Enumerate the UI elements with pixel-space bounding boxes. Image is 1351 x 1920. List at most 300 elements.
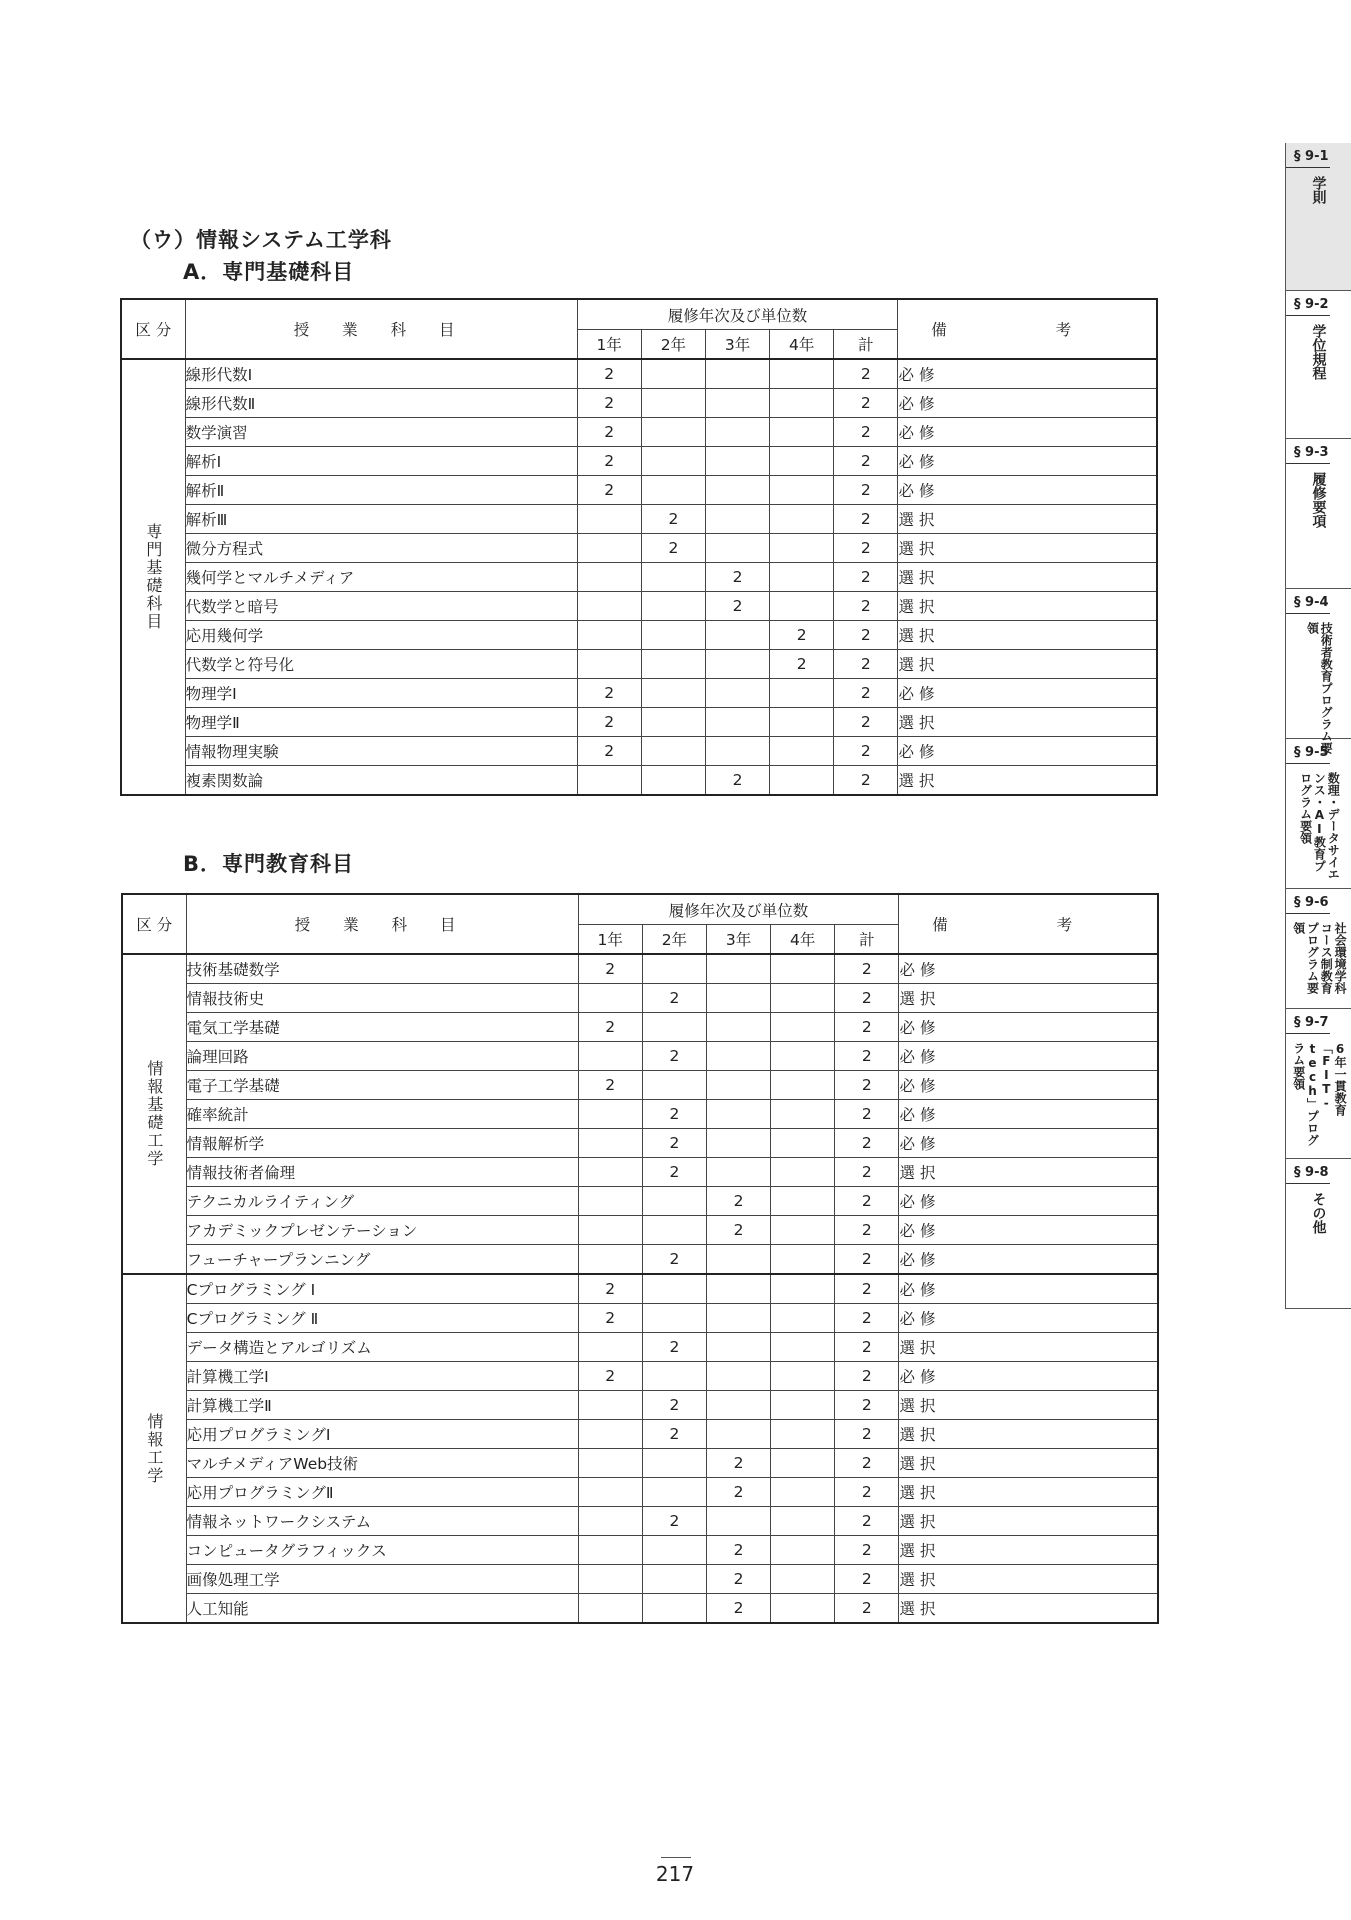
credit-cell-y3 [705,389,769,418]
total-credits-cell: 2 [834,737,898,766]
note-cell: 選択 [899,984,1158,1013]
category-cell: 専門基礎科目 [121,359,185,795]
credit-cell-y1 [577,592,641,621]
credit-cell-y2: 2 [642,1420,706,1449]
credit-cell-y4 [771,1129,835,1158]
credit-cell-y1: 2 [578,1362,642,1391]
table-row [121,534,1157,563]
credit-cell-y2: 2 [642,984,706,1013]
table-row [122,1565,1158,1594]
credit-cell-y2 [642,1362,706,1391]
credit-cell-y4 [770,476,834,505]
credit-cell-y4 [771,1187,835,1216]
credit-cell-y3: 2 [706,1216,770,1245]
total-credits-cell: 2 [834,418,898,447]
subject-cell: 物理学Ⅰ [185,679,577,708]
credit-cell-y4 [771,1013,835,1042]
credit-cell-y3 [705,418,769,447]
note-cell: 選択 [898,621,1157,650]
credit-cell-y3 [706,1100,770,1129]
total-credits-cell: 2 [835,1420,899,1449]
total-credits-cell: 2 [835,1536,899,1565]
table-row [122,1594,1158,1624]
credit-cell-y4 [771,1333,835,1362]
subject-cell: 数学演習 [185,418,577,447]
note-cell: 選択 [898,766,1157,796]
credit-cell-y1: 2 [577,447,641,476]
table-row [121,708,1157,737]
credit-cell-y1 [578,1565,642,1594]
credit-cell-y4 [770,418,834,447]
table-row [122,1129,1158,1158]
note-cell: 選択 [898,505,1157,534]
subject-cell: コンピュータグラフィックス [186,1536,578,1565]
note-cell: 必修 [898,737,1157,766]
total-credits-cell: 2 [835,1391,899,1420]
credit-cell-y2: 2 [642,1391,706,1420]
credit-cell-y3: 2 [706,1478,770,1507]
credit-cell-y3 [706,1245,770,1275]
credit-cell-y2 [641,476,705,505]
credit-cell-y4: 2 [770,650,834,679]
sidebar-tab[interactable] [1285,889,1351,1009]
credit-cell-y2 [641,737,705,766]
credit-cell-y4 [771,954,835,984]
credit-cell-y2 [642,1536,706,1565]
credit-cell-y1 [578,1187,642,1216]
table-header [121,299,1157,359]
credit-cell-y2: 2 [642,1158,706,1187]
note-cell: 必修 [899,1187,1158,1216]
note-cell: 必修 [898,679,1157,708]
credit-cell-y3 [706,1071,770,1100]
credit-cell-y4 [771,1216,835,1245]
table-row [122,1245,1158,1275]
total-credits-cell: 2 [835,1216,899,1245]
sidebar-tab-number: § 9-3 [1286,439,1330,464]
table-row [122,1333,1158,1362]
year-credits-header: 履修年次及び単位数 [578,894,899,925]
total-credits-cell: 2 [835,1245,899,1275]
credit-cell-y2 [641,563,705,592]
sidebar-tab-label: 学位規程 [1310,324,1327,380]
credit-cell-y2 [642,1013,706,1042]
note-cell: 必修 [899,1100,1158,1129]
note-cell: 必修 [898,476,1157,505]
subject-cell: 応用プログラミングⅡ [186,1478,578,1507]
credit-cell-y2 [642,1071,706,1100]
credit-cell-y2 [641,679,705,708]
total-credits-cell: 2 [835,1565,899,1594]
table-row [122,1304,1158,1333]
subject-cell: Cプログラミング Ⅱ [186,1304,578,1333]
credit-cell-y4 [770,679,834,708]
total-credits-cell: 2 [834,447,898,476]
table-row [122,1013,1158,1042]
credit-cell-y1 [577,621,641,650]
credit-cell-y3 [705,650,769,679]
sidebar-tab[interactable] [1285,291,1351,439]
note-cell: 選択 [898,708,1157,737]
credit-cell-y1: 2 [578,1304,642,1333]
credit-cell-y2: 2 [641,505,705,534]
credit-cell-y4 [770,447,834,476]
note-cell: 必修 [899,1042,1158,1071]
total-credits-cell: 2 [834,592,898,621]
credit-cell-y2 [641,359,705,389]
credit-cell-y4 [770,359,834,389]
page-number: 217 [655,1862,695,1886]
category-header: 区 分 [122,894,186,954]
credit-cell-y3: 2 [706,1565,770,1594]
note-cell: 選択 [899,1478,1158,1507]
subject-cell: 技術基礎数学 [186,954,578,984]
credit-cell-y1 [577,534,641,563]
subject-cell: 代数学と符号化 [185,650,577,679]
credit-cell-y1: 2 [577,389,641,418]
credit-cell-y4 [771,1245,835,1275]
credit-cell-y2 [642,1565,706,1594]
note-cell: 選択 [898,592,1157,621]
sidebar-tab-number: § 9-7 [1286,1009,1330,1034]
credit-cell-y2: 2 [642,1507,706,1536]
table-row [121,418,1157,447]
table-row [121,389,1157,418]
sidebar-tab-label: 技術者教育プログラム要領 [1305,622,1334,754]
credit-cell-y1: 2 [577,679,641,708]
note-cell: 選択 [899,1565,1158,1594]
subject-cell: 物理学Ⅱ [185,708,577,737]
subject-cell: 情報解析学 [186,1129,578,1158]
credit-cell-y3 [706,954,770,984]
credit-cell-y2 [641,621,705,650]
total-credits-cell: 2 [835,1594,899,1624]
note-cell: 必修 [899,1362,1158,1391]
sidebar-tab-number: § 9-1 [1286,143,1330,168]
subject-group [121,359,1157,795]
note-cell: 必修 [898,359,1157,389]
table-row [122,1536,1158,1565]
note-cell: 必修 [899,1274,1158,1304]
year-column-header: 3年 [706,925,770,955]
credit-cell-y4 [771,1565,835,1594]
subject-cell: 情報物理実験 [185,737,577,766]
credit-cell-y2 [642,1478,706,1507]
year-column-header: 4年 [770,330,834,360]
subject-cell: データ構造とアルゴリズム [186,1333,578,1362]
note-cell: 必修 [898,418,1157,447]
credit-cell-y2: 2 [642,1333,706,1362]
credit-cell-y4 [771,1449,835,1478]
sidebar-tab[interactable] [1285,143,1351,291]
total-credits-cell: 2 [835,1362,899,1391]
subject-cell: 情報ネットワークシステム [186,1507,578,1536]
credit-cell-y3 [706,1304,770,1333]
credit-cell-y3 [705,708,769,737]
credit-cell-y2 [642,1304,706,1333]
credit-cell-y2 [641,650,705,679]
subject-cell: 複素関数論 [185,766,577,796]
total-credits-cell: 2 [835,1071,899,1100]
note-cell: 必修 [899,1245,1158,1275]
credit-cell-y3: 2 [705,592,769,621]
department-title: （ウ）情報システム工学科 [130,228,392,252]
credit-cell-y4 [770,708,834,737]
credit-cell-y3: 2 [706,1449,770,1478]
credit-cell-y4 [770,592,834,621]
sidebar-tab-label: その他 [1310,1192,1327,1234]
credit-cell-y3: 2 [706,1187,770,1216]
table-row [121,359,1157,389]
subject-cell: 電子工学基礎 [186,1071,578,1100]
sidebar-tab-label: 学則 [1310,176,1327,204]
subject-cell: 解析Ⅲ [185,505,577,534]
table-row [122,954,1158,984]
sidebar-tab[interactable] [1285,1009,1351,1159]
total-credits-cell: 2 [835,954,899,984]
credit-cell-y4 [771,1100,835,1129]
credit-cell-y1: 2 [577,737,641,766]
year-column-header: 1年 [578,925,642,955]
subject-cell: 計算機工学Ⅰ [186,1362,578,1391]
credit-cell-y4 [771,1420,835,1449]
subject-cell: 線形代数Ⅱ [185,389,577,418]
year-column-header: 2年 [641,330,705,360]
note-cell: 必修 [898,447,1157,476]
sidebar-tab-label: 数理・データサイエンス・AI教育プログラム要領 [1298,772,1341,880]
table-row [122,1274,1158,1304]
total-credits-cell: 2 [834,708,898,737]
credit-cell-y2 [641,592,705,621]
note-cell: 選択 [899,1449,1158,1478]
credit-cell-y4 [771,1478,835,1507]
sidebar-tab-label: 6年一貫教育「FIT-tech」プログラム要領 [1291,1042,1348,1146]
subject-cell: 画像処理工学 [186,1565,578,1594]
table-row [122,1100,1158,1129]
note-cell: 選択 [898,650,1157,679]
credit-cell-y3: 2 [705,766,769,796]
table-row [122,1042,1158,1071]
subject-cell: 微分方程式 [185,534,577,563]
total-credits-cell: 2 [835,1333,899,1362]
total-credits-cell: 2 [835,1158,899,1187]
credit-cell-y1 [578,1216,642,1245]
note-cell: 必修 [899,1129,1158,1158]
credit-cell-y1: 2 [577,708,641,737]
credit-cell-y2 [642,1274,706,1304]
note-cell: 必修 [899,1216,1158,1245]
sidebar-tab-number: § 9-4 [1286,589,1330,614]
credit-cell-y4 [771,1507,835,1536]
table-row [122,1362,1158,1391]
credit-cell-y1 [578,1449,642,1478]
credit-cell-y2: 2 [642,1245,706,1275]
credit-cell-y4 [770,766,834,796]
sidebar-tab-number: § 9-6 [1286,889,1330,914]
credit-cell-y4 [771,1594,835,1624]
subject-cell: 解析Ⅰ [185,447,577,476]
credit-cell-y4 [771,1158,835,1187]
credit-cell-y3 [706,1129,770,1158]
credit-cell-y3 [706,1274,770,1304]
credit-cell-y1 [578,984,642,1013]
note-header: 備 考 [898,299,1157,359]
total-credits-cell: 2 [834,563,898,592]
subject-cell: 応用幾何学 [185,621,577,650]
credit-cell-y4 [771,1362,835,1391]
table-row [122,1391,1158,1420]
credit-cell-y4 [771,1304,835,1333]
credit-cell-y4 [770,505,834,534]
credit-cell-y2 [641,418,705,447]
credit-cell-y4: 2 [770,621,834,650]
credit-cell-y3 [705,476,769,505]
table-row [122,1449,1158,1478]
total-credits-cell: 2 [835,1187,899,1216]
total-credits-cell: 2 [834,766,898,796]
credit-cell-y4 [771,1274,835,1304]
subject-header: 授 業 科 目 [185,299,577,359]
credit-cell-y1: 2 [577,476,641,505]
credit-cell-y3 [706,1362,770,1391]
note-cell: 必修 [899,1013,1158,1042]
credit-cell-y1: 2 [578,1071,642,1100]
sidebar-tab-label: 履修要項 [1310,472,1327,528]
note-cell: 選択 [899,1420,1158,1449]
credit-cell-y1 [577,563,641,592]
subject-cell: 論理回路 [186,1042,578,1071]
credit-cell-y1 [577,766,641,796]
note-cell: 必修 [899,1304,1158,1333]
total-credits-cell: 2 [834,679,898,708]
credit-cell-y4 [771,984,835,1013]
note-cell: 選択 [899,1594,1158,1624]
credit-cell-y1 [578,1420,642,1449]
credit-cell-y3 [706,1391,770,1420]
note-cell: 選択 [899,1536,1158,1565]
subject-cell: 電気工学基礎 [186,1013,578,1042]
credit-cell-y1 [578,1100,642,1129]
credit-cell-y1: 2 [578,1013,642,1042]
credit-cell-y2 [641,766,705,796]
credit-cell-y1 [578,1042,642,1071]
credit-cell-y2 [641,447,705,476]
credit-cell-y1 [578,1333,642,1362]
subject-cell: 情報技術者倫理 [186,1158,578,1187]
credit-cell-y1: 2 [578,1274,642,1304]
subject-cell: 情報技術史 [186,984,578,1013]
table-row [122,1420,1158,1449]
sidebar-tab[interactable] [1285,739,1351,889]
note-cell: 必修 [898,389,1157,418]
total-credits-cell: 2 [834,389,898,418]
credit-cell-y2 [642,1449,706,1478]
table-row [121,766,1157,796]
subject-header: 授 業 科 目 [186,894,578,954]
credit-cell-y2 [641,389,705,418]
credit-cell-y1 [577,505,641,534]
subject-cell: 解析Ⅱ [185,476,577,505]
credit-cell-y3: 2 [706,1594,770,1624]
total-credits-cell: 2 [835,1449,899,1478]
table-row [122,1507,1158,1536]
sidebar-tab-number: § 9-2 [1286,291,1330,316]
sidebar-tab[interactable] [1285,439,1351,589]
credit-cell-y2: 2 [642,1100,706,1129]
credit-cell-y3 [706,1158,770,1187]
page-number-rule [661,1857,691,1858]
credit-cell-y3 [705,679,769,708]
credit-cell-y4 [770,563,834,592]
credit-cell-y2 [642,1216,706,1245]
sidebar-tab-number: § 9-5 [1286,739,1330,764]
credit-cell-y4 [770,389,834,418]
note-cell: 選択 [899,1507,1158,1536]
credit-cell-y3 [705,447,769,476]
category-cell: 情報基礎工学 [122,954,186,1274]
subject-cell: 代数学と暗号 [185,592,577,621]
credit-cell-y3: 2 [706,1536,770,1565]
total-credits-cell: 2 [834,359,898,389]
sidebar-tab-number: § 9-8 [1286,1159,1330,1184]
table-row [121,621,1157,650]
year-column-header: 1年 [577,330,641,360]
category-cell: 情報工学 [122,1274,186,1623]
credit-cell-y2: 2 [641,534,705,563]
credit-cell-y4 [770,534,834,563]
table-row [122,1216,1158,1245]
note-header: 備 考 [899,894,1158,954]
credit-cell-y4 [770,737,834,766]
note-cell: 選択 [898,563,1157,592]
credit-cell-y3 [706,1420,770,1449]
credit-cell-y2 [642,954,706,984]
subject-cell: マルチメディアWeb技術 [186,1449,578,1478]
table-row [121,650,1157,679]
credit-cell-y3 [705,505,769,534]
credit-cell-y1 [578,1245,642,1275]
table-row [121,563,1157,592]
note-cell: 選択 [898,534,1157,563]
credit-cell-y3 [705,359,769,389]
note-cell: 必修 [899,1071,1158,1100]
credit-cell-y3 [706,1042,770,1071]
table-row [121,476,1157,505]
specialized-education-subjects-table [121,893,1159,1624]
credit-cell-y2 [642,1594,706,1624]
sidebar-tab[interactable] [1285,1159,1351,1309]
credit-cell-y2: 2 [642,1042,706,1071]
total-credits-cell: 2 [835,1129,899,1158]
subject-cell: 人工知能 [186,1594,578,1624]
credit-cell-y1 [578,1536,642,1565]
specialized-basic-subjects-table [120,298,1158,796]
year-column-header: 計 [834,330,898,360]
credit-cell-y1 [578,1507,642,1536]
total-credits-cell: 2 [835,1100,899,1129]
credit-cell-y2 [642,1187,706,1216]
total-credits-cell: 2 [834,621,898,650]
section-b-title: B．専門教育科目 [183,852,355,876]
credit-cell-y2: 2 [642,1129,706,1158]
subject-cell: 線形代数Ⅰ [185,359,577,389]
credit-cell-y3 [706,1507,770,1536]
credit-cell-y3: 2 [705,563,769,592]
total-credits-cell: 2 [835,1507,899,1536]
total-credits-cell: 2 [834,476,898,505]
credit-cell-y4 [771,1042,835,1071]
table-row [121,447,1157,476]
